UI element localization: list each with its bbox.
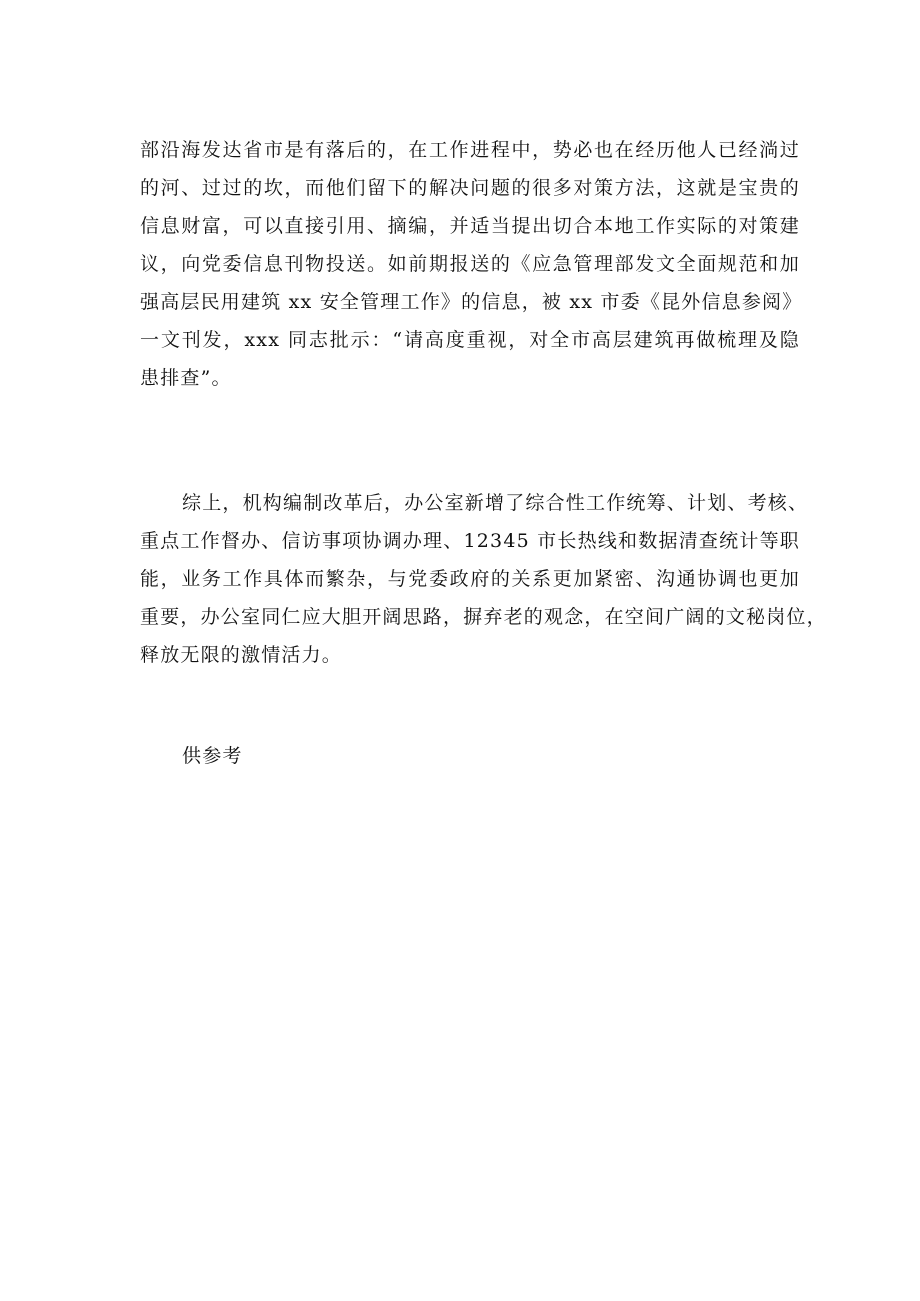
paragraph-line: 一文刊发，xxx 同志批示：“请高度重视，对全市高层建筑再做梳理及隐: [140, 329, 800, 351]
paragraph-line: 重要，办公室同仁应大胆开阔思路，摒弃老的观念，在空间广阔的文秘岗位，: [140, 606, 827, 628]
paragraph-line: 议，向党委信息刊物投送。如前期报送的《应急管理部发文全面规范和加: [140, 253, 800, 275]
paragraph-2: [140, 484, 827, 674]
paragraph-line: 释放无限的激情活力。: [140, 644, 343, 666]
paragraph-line: 部沿海发达省市是有落后的，在工作进程中，势必也在经历他人已经淌过: [140, 139, 800, 161]
paragraph-line: 重点工作督办、信访事项协调办理、12345 市长热线和数据清查统计等职: [140, 530, 800, 552]
paragraph-line: 强高层民用建筑 xx 安全管理工作》的信息，被 xx 市委《昆外信息参阅》: [140, 291, 803, 313]
paragraph-line: 信息财富，可以直接引用、摘编，并适当提出切合本地工作实际的对策建: [140, 215, 800, 237]
paragraph-line: 患排查”。: [140, 367, 232, 389]
closing-text: 供参考: [182, 745, 243, 767]
paragraph-1: [140, 131, 803, 397]
paragraph-line: 的河、过过的坎，而他们留下的解决问题的很多对策方法，这就是宝贵的: [140, 177, 800, 199]
closing-paragraph: [140, 737, 800, 775]
paragraph-line: 能，业务工作具体而繁杂，与党委政府的关系更加紧密、沟通协调也更加: [140, 568, 800, 590]
paragraph-line: 综上，机构编制改革后，办公室新增了综合性工作统筹、计划、考核、: [182, 492, 809, 514]
